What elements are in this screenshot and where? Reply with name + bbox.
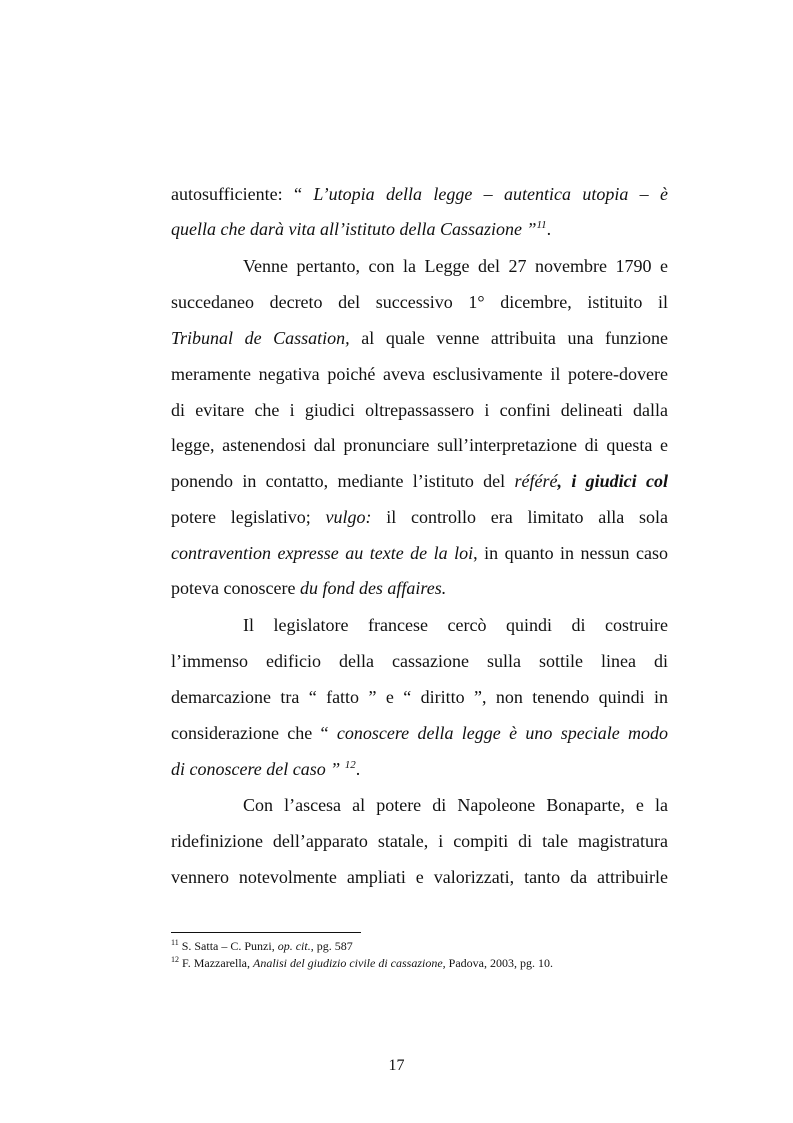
paragraph-3-line-4: considerazione che “ conoscere della legge è uno speciale modo (171, 723, 669, 743)
footnote-ref-11[interactable]: 11 (536, 219, 547, 231)
footnote-separator (171, 932, 361, 933)
paragraph-3-line-5: di conoscere del caso ” $^{12}$. (171, 759, 361, 779)
paragraph-1-line-2: quella che darà vita all’istituto della Cassazione ”$^{11}$. (171, 219, 552, 239)
footnote-11: $^{11}$ S. Satta – C. Punzi, op. cit., pg. 587 (171, 938, 353, 953)
paragraph-2-line-1: Venne pertanto, con la Legge del 27 novembre 1790 e (243, 256, 668, 276)
paragraph-2-line-4: meramente negativa poiché aveva esclusivamente il potere-dovere (171, 364, 668, 384)
paragraph-2-line-6: legge, astenendosi dal pronunciare sull’interpretazione di questa e (171, 435, 668, 455)
paragraph-4-line-3: vennero notevolmente ampliati e valorizzati, tanto da attribuirle (171, 867, 668, 887)
paragraph-2-line-5: di evitare che i giudici oltrepassassero i confini delineati dalla (171, 400, 668, 420)
paragraph-2-line-10: poteva conoscere du fond des affaires. (171, 578, 447, 598)
paragraph-2-line-8: potere legislativo; vulgo: il controllo era limitato alla sola (171, 507, 668, 527)
paragraph-3-line-2: l’immenso edificio della cassazione sulla sottile linea di (171, 651, 668, 671)
paragraph-2-line-3: Tribunal de Cassation, al quale venne attribuita una funzione (171, 328, 669, 348)
paragraph-3-line-1: Il legislatore francese cercò quindi di costruire (243, 615, 668, 635)
page-number: 17 (388, 1057, 405, 1074)
paragraph-2-line-9: contravention expresse au texte de la loi, in quanto in nessun caso (171, 543, 668, 563)
footnote-12: $^{12}$ F. Mazzarella, Analisi del giudizio civile di cassazione, Padova, 2003, pg. 10. (171, 955, 553, 970)
paragraph-1-line-1: autosufficiente: “ L’utopia della legge – autentica utopia – è (171, 184, 668, 204)
paragraph-4-line-2: ridefinizione dell’apparato statale, i compiti di tale magistratura (171, 831, 668, 851)
paragraph-3-line-3: demarcazione tra “ fatto ” e “ diritto ”, non tenendo quindi in (171, 687, 668, 707)
paragraph-4-line-1: Con l’ascesa al potere di Napoleone Bonaparte, e la (243, 795, 668, 815)
paragraph-2-line-7: ponendo in contatto, mediante l’istituto del référé, i giudici col (171, 471, 669, 491)
footnote-ref-12[interactable]: 12 (344, 759, 356, 771)
paragraph-2-line-2: succedaneo decreto del successivo 1° dicembre, istituito il (171, 292, 668, 312)
